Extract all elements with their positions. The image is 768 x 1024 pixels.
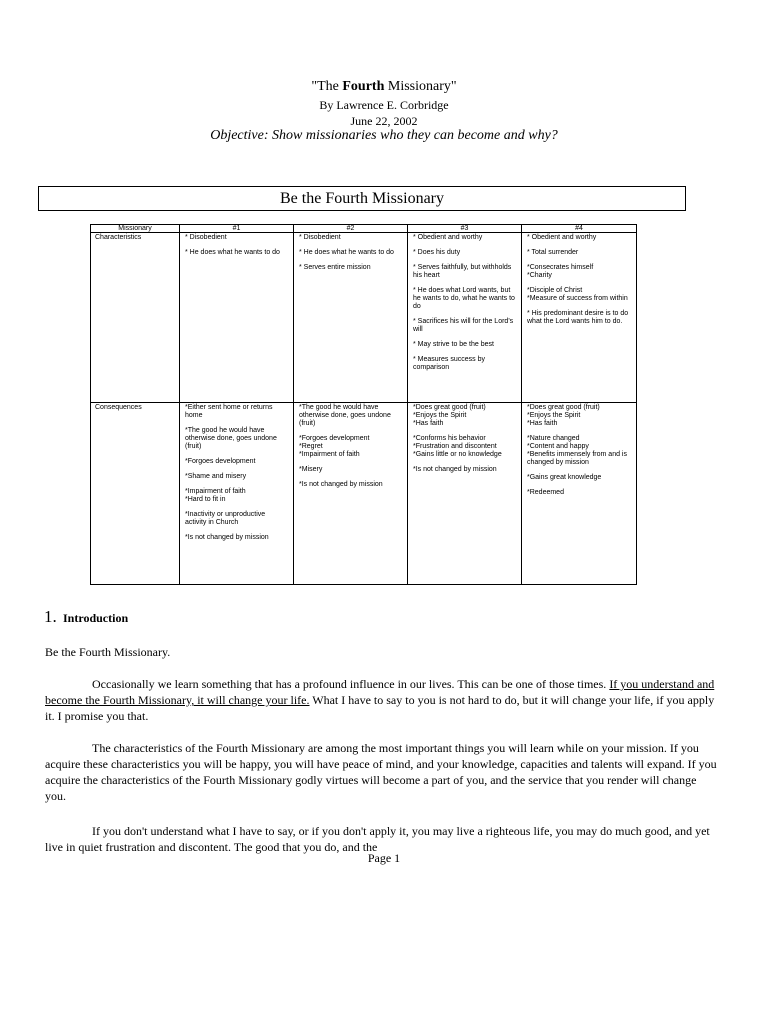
table-cell <box>294 233 408 403</box>
cell-item: * Total surrender <box>527 249 579 256</box>
section-title: Introduction <box>63 611 129 625</box>
cell-item: *Forgoes development <box>185 458 256 465</box>
cell-item: *Is not changed by mission <box>299 481 383 488</box>
page-number: Page 1 <box>367 851 401 865</box>
table-cell <box>294 403 408 585</box>
cell-item: *The good he would have otherwise done, goes undone (fruit) <box>185 427 277 450</box>
table-row <box>91 233 637 403</box>
document-title <box>0 79 768 95</box>
paragraph-intro: Be the Fourth Missionary. <box>45 645 171 659</box>
paragraph-2: The characteristics of the Fourth Missionary are among the most important things you will learn while on your mission. If you acquire these characteristics you will be happy, you will have peace of mind, and your knowledge, capacities and talents will expand. If you acquire the characteristics of the Fourth Missionary godly virtues will become a part of you, and the service that you render will change you. <box>45 741 717 803</box>
cell-item: * He does what he wants to do <box>299 249 394 256</box>
cell-item: * He does what Lord wants, but he wants to do, what he wants to do <box>413 287 515 310</box>
cell-item: *Is not changed by mission <box>413 466 497 473</box>
table-cell <box>522 403 637 585</box>
paragraph-1-end: What I have to say to you is not hard to do, but it will change your life, if you apply it. I promise you that. <box>45 693 715 723</box>
table-cell <box>522 233 637 403</box>
cell-item: * Serves entire mission <box>299 264 371 271</box>
cell-item: *Nature changed *Content and happy *Benefits immensely from and is changed by mission <box>527 435 627 466</box>
cell-item: *Gains great knowledge <box>527 474 602 481</box>
cell-item: *Conforms his behavior *Frustration and discontent *Gains little or no knowledge <box>413 435 502 458</box>
cell-item: * Disobedient <box>185 234 227 241</box>
document-objective: Objective: Show missionaries who they can become and why? <box>210 128 558 143</box>
cell-item: * He does what he wants to do <box>185 249 280 256</box>
cell-item: *Shame and misery <box>185 473 247 480</box>
section-heading <box>44 607 128 627</box>
cell-item: *Inactivity or unproductive activity in Church <box>185 511 266 526</box>
table-row <box>91 403 637 585</box>
cell-item: *Impairment of faith *Hard to fit in <box>185 488 246 503</box>
cell-item: * His predominant desire is to do what the Lord wants him to do. <box>527 310 629 325</box>
column-header: Missionary <box>91 225 180 233</box>
cell-item: *Either sent home or returns home <box>185 404 273 419</box>
cell-item: *Does great good (fruit) *Enjoys the Spirit *Has faith <box>413 404 486 427</box>
cell-item: *The good he would have otherwise done, goes undone (fruit) <box>299 404 391 427</box>
cell-item: *Misery <box>299 466 323 473</box>
cell-item: *Disciple of Christ *Measure of success from within <box>527 287 628 302</box>
document-author: By Lawrence E. Corbridge <box>319 98 449 112</box>
column-header: #4 <box>522 225 637 233</box>
title-open: "The <box>311 79 343 94</box>
cell-item: * Measures success by comparison <box>413 356 485 371</box>
cell-item: *Is not changed by mission <box>185 534 269 541</box>
cell-item: * Obedient and worthy <box>527 234 597 241</box>
document-date: June 22, 2002 <box>350 114 418 128</box>
column-header: #2 <box>294 225 408 233</box>
paragraph-1 <box>45 676 720 724</box>
table-header-row <box>91 225 637 233</box>
column-header: #3 <box>408 225 522 233</box>
row-label: Consequences <box>91 403 180 585</box>
cell-item: * Sacrifices his will for the Lord's will <box>413 318 514 333</box>
section-number: 1. <box>44 607 57 626</box>
cell-item: * Obedient and worthy <box>413 234 483 241</box>
missionary-table <box>90 224 637 585</box>
table-cell <box>408 233 522 403</box>
table-cell <box>180 403 294 585</box>
title-close: Missionary" <box>384 79 457 94</box>
row-label: Characteristics <box>91 233 180 403</box>
paragraph-3: If you don't understand what I have to say, or if you don't apply it, you may live a righteous life, you may do much good, and yet live in quiet frustration and discontent. The good that you do, and the <box>45 824 710 854</box>
cell-item: * May strive to be the best <box>413 341 494 348</box>
cell-item: *Consecrates himself *Charity <box>527 264 594 279</box>
cell-item: * Does his duty <box>413 249 461 256</box>
cell-item: *Forgoes development *Regret *Impairment of faith <box>299 435 370 458</box>
table-cell <box>180 233 294 403</box>
cell-item: *Does great good (fruit) *Enjoys the Spirit *Has faith <box>527 404 600 427</box>
section-banner: Be the Fourth Missionary <box>38 186 686 211</box>
paragraph-1-underlined: If you understand and become the Fourth Missionary, it will change your life. <box>45 677 715 707</box>
cell-item: *Redeemed <box>527 489 564 496</box>
title-bold: Fourth <box>342 79 385 94</box>
column-header: #1 <box>180 225 294 233</box>
paragraph-1-start: Occasionally we learn something that has a profound influence in our lives. This can be one of those times. <box>92 677 610 691</box>
cell-item: * Serves faithfully, but withholds his heart <box>413 264 512 279</box>
table-cell <box>408 403 522 585</box>
cell-item: * Disobedient <box>299 234 341 241</box>
